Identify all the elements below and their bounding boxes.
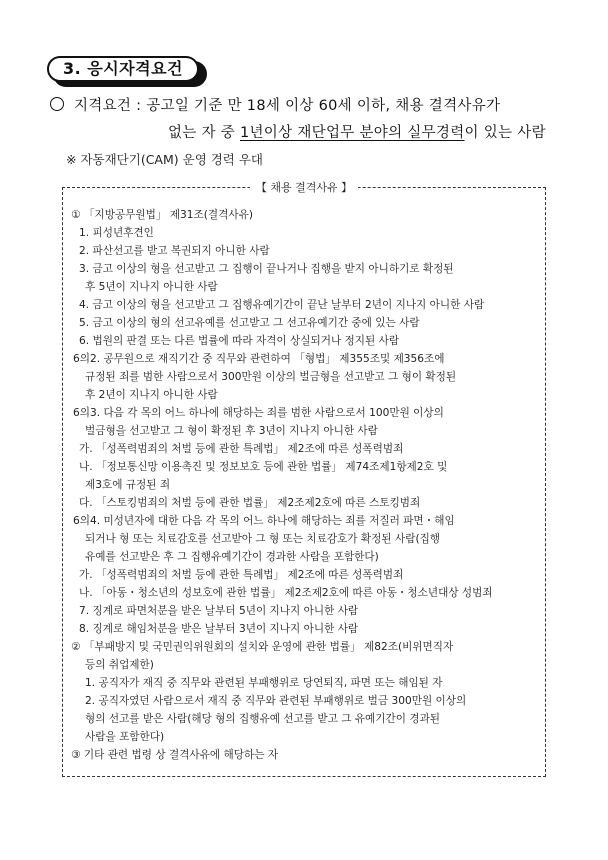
disqualification-line: ② 「부패방지 및 국민권익위원회의 설치와 운영에 관한 법률」 제82조(비위면직자: [71, 641, 454, 653]
disqualification-line: 7. 징계로 파면처분을 받은 날부터 5년이 지나지 아니한 사람: [79, 605, 359, 617]
disqualification-line: 등의 취업제한): [85, 659, 154, 671]
disqualification-line: 규정된 죄를 범한 사람으로서 300만원 이상의 벌금형을 선고받고 그 형이 확정된: [85, 371, 457, 383]
disqualification-line: 8. 징계로 해임처분을 받은 날부터 3년이 지나지 아니한 사람: [79, 623, 359, 635]
disqualification-line: 6. 법원의 판결 또는 다른 법률에 따라 자격이 상실되거나 정지된 사람: [79, 335, 400, 347]
disqualification-line: ③ 기타 관련 법령 상 결격사유에 해당하는 자: [71, 749, 279, 761]
disqualification-line: 되거나 형 또는 치료감호를 선고받아 그 형 또는 치료감호가 확정된 사람(집행: [85, 533, 441, 545]
circle-bullet-icon: [50, 97, 64, 111]
disqualification-line: 가. 「성폭력범죄의 처벌 등에 관한 특례법」 제2조에 따른 성폭력범죄: [79, 569, 404, 581]
disqualification-line: 형의 선고를 받은 사람(해당 형의 집행유예 선고를 받고 그 유예기간이 경과된: [85, 713, 441, 725]
box-title: [63, 179, 545, 195]
disqualification-line: 제3호에 규정된 죄: [85, 479, 171, 491]
disqualification-line: 가. 「성폭력범죄의 처벌 등에 관한 특례법」 제2조에 따른 성폭력범죄: [79, 443, 404, 455]
disqualification-line: 6의2. 공무원으로 재직기간 중 직무와 관련하여 「형법」 제355조및 제356조에: [73, 353, 445, 365]
section-heading: [47, 56, 207, 87]
disqualification-line: 5. 금고 이상의 형의 선고유예를 선고받고 그 선고유예기간 중에 있는 사람: [79, 317, 420, 329]
requirement-label: 지격요건 : 공고일 기준 만 18세 이상 60세 이하, 채용 결격사유가: [74, 98, 501, 114]
requirement-underlined: 1년이상 재단업무 분야의 실무경력: [239, 125, 465, 141]
disqualification-line: 다. 「스토킹범죄의 처벌 등에 관한 법률」 제2조제2호에 따른 스토킹범죄: [79, 497, 421, 509]
disqualification-box: [62, 181, 546, 777]
disqualification-line: 6의4. 미성년자에 대한 다음 각 목의 어느 하나에 해당하는 죄를 저질러 파면・해임: [73, 515, 455, 527]
disqualification-line: 6의3. 다음 각 목의 어느 하나에 해당하는 죄를 범한 사람으로서 100만원 이상의: [73, 407, 444, 419]
requirement-line-1: [50, 94, 500, 115]
disqualification-line: 유예를 선고받은 후 그 집행유예기간이 경과한 사람을 포함한다): [85, 551, 379, 563]
requirement-prefix: 없는 자 중: [168, 125, 240, 141]
disqualification-line: 4. 금고 이상의 형을 선고받고 그 집행유예기간이 끝난 날부터 2년이 지나지 아니한 사람: [79, 299, 485, 311]
disqualification-line: 후 5년이 지나지 아니한 사람: [85, 281, 218, 293]
disqualification-line: 1. 피성년후견인: [79, 227, 154, 239]
requirement-line-2: [168, 121, 546, 142]
section-title: 3. 응시자격요건: [47, 56, 199, 82]
disqualification-line: 2. 공직자였던 사람으로서 재직 중 직무와 관련된 부패행위로 벌금 300만원 이상의: [85, 695, 467, 707]
disqualification-line: 벌금형을 선고받고 그 형이 확정된 후 3년이 지나지 아니한 사람: [85, 425, 378, 437]
box-title-text: 【 채용 결격사유 】: [250, 181, 358, 194]
preference-note: ※ 자동재단기(CAM) 운영 경력 우대: [66, 152, 264, 167]
disqualification-line: 나. 「정보통신망 이용촉진 및 정보보호 등에 관한 법률」 제74조제1항제2호 및: [79, 461, 448, 473]
disqualification-line: 3. 금고 이상의 형을 선고받고 그 집행이 끝나거나 집행을 받지 아니하기로 확정된: [79, 263, 454, 275]
requirement-suffix: 이 있는 사람: [464, 125, 546, 141]
disqualification-line: 후 2년이 지나지 아니한 사람: [85, 389, 218, 401]
disqualification-line: ① 「지방공무원법」 제31조(결격사유): [71, 209, 253, 221]
disqualification-line: 1. 공직자가 재직 중 직무와 관련된 부패행위로 당연퇴직, 파면 또는 해임된 자: [85, 677, 443, 689]
disqualification-line: 사람을 포함한다): [85, 731, 165, 743]
disqualification-line: 2. 파산선고를 받고 복권되지 아니한 사람: [79, 245, 270, 257]
disqualification-line: 나. 「아동・청소년의 성보호에 관한 법률」 제2조제2호에 따른 아동・청소년대상 성범죄: [79, 587, 493, 599]
